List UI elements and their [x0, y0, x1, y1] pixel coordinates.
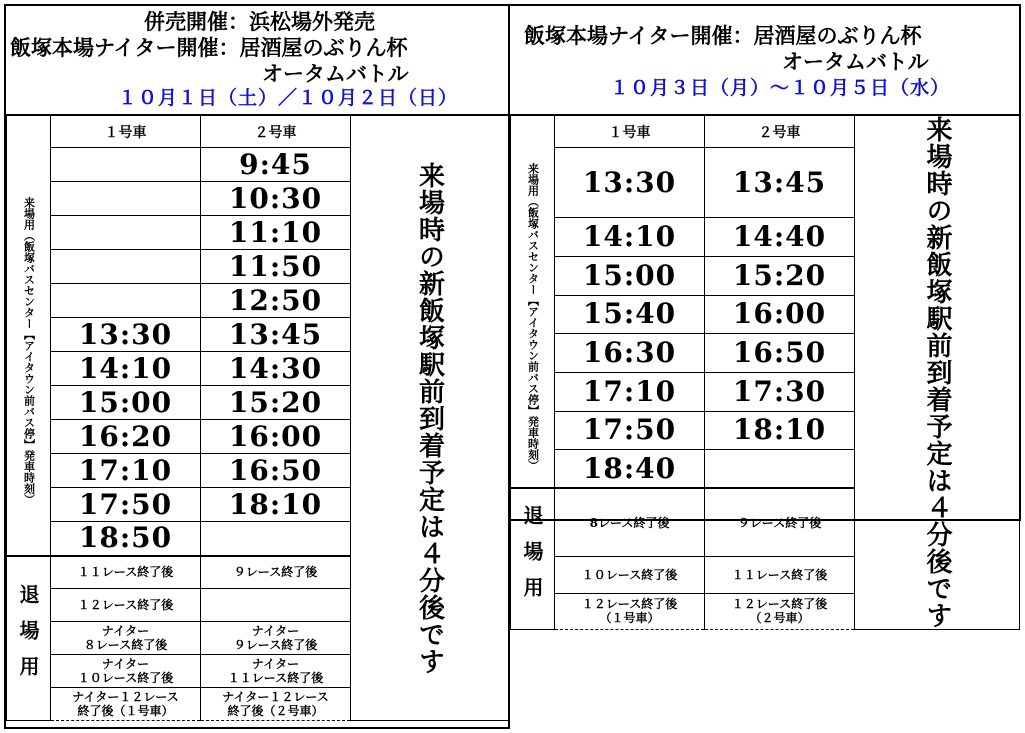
header-line-2: 飯塚本場ナイター開催：居酒屋のぶりん杯	[10, 35, 408, 60]
car-header-row	[7, 116, 509, 148]
car1-departure-time: 14:10	[51, 352, 201, 386]
arrival-label-cell	[7, 148, 51, 556]
car2-departure-time: 11:10	[201, 216, 351, 250]
car2-header: ２号車	[201, 116, 351, 148]
car2-departure-time: 18:10	[201, 488, 351, 522]
departure-label-cell	[7, 556, 51, 721]
car2-header: ２号車	[705, 116, 855, 148]
car1-departure-time: 15:40	[555, 295, 705, 334]
arrival-label-cell	[511, 148, 555, 489]
car2-departure-time: 15:20	[705, 257, 855, 296]
bus-timetable	[6, 115, 509, 721]
car2-departure-time: 9:45	[201, 148, 351, 182]
arrival-note: 来場時の新飯塚駅前到着予定は４分後です	[414, 161, 445, 675]
car1-departure-time: 13:30	[51, 318, 201, 352]
car2-exit-time	[201, 589, 351, 622]
car2-exit-time: ナイター １１レース終了後	[201, 655, 351, 688]
car1-header: １号車	[555, 116, 705, 148]
arrival-note: 来場時の新飯塚駅前到着予定は４分後です	[922, 116, 952, 629]
header-date: １０月３日（月）～１０月５日（水）	[610, 77, 951, 99]
header-line-3: オータムバトル	[262, 61, 409, 86]
car1-departure-time: 18:40	[555, 450, 705, 489]
car1-departure-time: 16:30	[555, 334, 705, 373]
car1-departure-time	[51, 148, 201, 182]
bus-timetable	[510, 115, 1020, 630]
header-line-2: オータムバトル	[782, 49, 929, 74]
car1-departure-time	[51, 250, 201, 284]
car1-departure-time	[51, 284, 201, 318]
corner-cell	[511, 116, 555, 148]
car1-exit-time: 8レース終了後	[555, 488, 705, 556]
car2-departure-time: 13:45	[705, 148, 855, 218]
header-line-1: 飯塚本場ナイター開催：居酒屋のぶりん杯	[524, 23, 922, 48]
car1-exit-time: １２レース終了後 （１号車）	[555, 593, 705, 630]
schedule-panel-oct1-2	[4, 4, 510, 729]
car2-exit-time: ナイター ９レース終了後	[201, 622, 351, 655]
car2-exit-time: ナイター１２レース 終了後（２号車）	[201, 688, 351, 721]
header-line-1: 併売開催：浜松場外発売	[144, 9, 375, 34]
car1-departure-time: 17:50	[555, 411, 705, 450]
car2-departure-time: 16:50	[201, 454, 351, 488]
car2-departure-time: 11:50	[201, 250, 351, 284]
car1-exit-time: １１レース終了後	[51, 556, 201, 589]
header-date: １０月１日（土）／１０月２日（日）	[118, 87, 459, 109]
arrival-note-cell	[351, 116, 509, 721]
car2-departure-time: 12:50	[201, 284, 351, 318]
car1-departure-time: 15:00	[555, 257, 705, 296]
car1-exit-time: １０レース終了後	[555, 557, 705, 594]
car1-header: １号車	[51, 116, 201, 148]
car1-departure-time: 17:10	[555, 372, 705, 411]
car2-exit-time: １１レース終了後	[705, 557, 855, 594]
arrival-label: 来場用（飯塚バスセンター【アイタウン前バス停】発車時刻）	[22, 197, 36, 505]
car1-departure-time: 17:50	[51, 488, 201, 522]
schedule-panel-oct3-5	[510, 4, 1021, 629]
arrival-label: 来場用（飯塚バスセンター【アイタウン前バス停】発車時刻）	[526, 163, 540, 472]
car2-departure-time: 14:40	[705, 218, 855, 257]
car1-exit-time: ナイター ８レース終了後	[51, 622, 201, 655]
car2-departure-time	[705, 450, 855, 489]
departure-label: 退場用	[520, 505, 544, 614]
car-header-row	[511, 116, 1020, 148]
car2-departure-time: 10:30	[201, 182, 351, 216]
car1-departure-time: 18:50	[51, 522, 201, 556]
car2-departure-time: 17:30	[705, 372, 855, 411]
panel-header	[510, 6, 1019, 116]
car1-exit-time: ナイター １０レース終了後	[51, 655, 201, 688]
car2-departure-time: 16:00	[705, 295, 855, 334]
car2-exit-time: ９レース終了後	[201, 556, 351, 589]
arrival-note-cell	[855, 116, 1020, 630]
car2-departure-time	[201, 522, 351, 556]
car2-exit-time: １２レース終了後 （２号車）	[705, 593, 855, 630]
departure-label-cell	[511, 488, 555, 629]
car2-departure-time: 16:50	[705, 334, 855, 373]
car1-departure-time: 14:10	[555, 218, 705, 257]
departure-label: 退場用	[16, 584, 40, 693]
car1-departure-time: 16:20	[51, 420, 201, 454]
car2-departure-time: 13:45	[201, 318, 351, 352]
car1-exit-time: ナイター１２レース 終了後（１号車）	[51, 688, 201, 721]
car2-departure-time: 16:00	[201, 420, 351, 454]
panel-header	[6, 6, 508, 116]
car1-exit-time: １２レース終了後	[51, 589, 201, 622]
car2-departure-time: 15:20	[201, 386, 351, 420]
car2-exit-time: ９レース終了後	[705, 488, 855, 556]
car1-departure-time: 17:10	[51, 454, 201, 488]
car1-departure-time: 15:00	[51, 386, 201, 420]
car2-departure-time: 18:10	[705, 411, 855, 450]
corner-cell	[7, 116, 51, 148]
car2-departure-time: 14:30	[201, 352, 351, 386]
car1-departure-time: 13:30	[555, 148, 705, 218]
car1-departure-time	[51, 216, 201, 250]
car1-departure-time	[51, 182, 201, 216]
